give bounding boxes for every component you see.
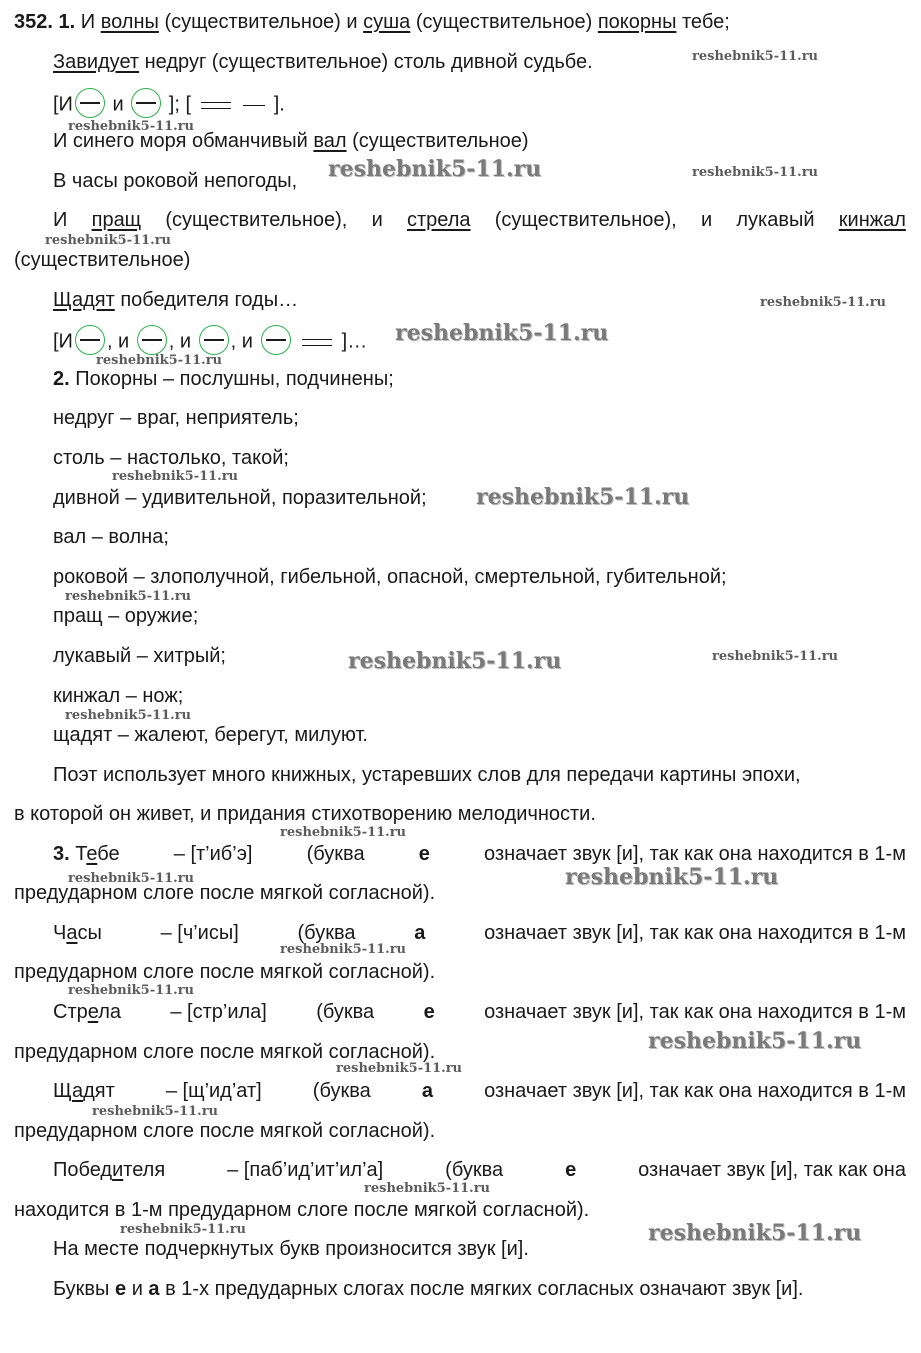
transcription: – [щ’ид’ат]	[165, 1080, 262, 1102]
transcription: – [т’иб’э]	[173, 843, 253, 865]
text: (существительное)	[14, 249, 191, 271]
text: лукавый	[736, 209, 815, 231]
subject-circle-icon	[131, 88, 161, 118]
word-part: дят	[83, 1080, 115, 1102]
text: означает звук [и], так как она находится в 1-м	[484, 843, 906, 865]
transcription: – [стр’ила]	[170, 1001, 267, 1023]
subject-circle-icon	[199, 325, 229, 355]
conclusion-3-line-1: На месте подчеркнутых букв произносится звук [и].	[53, 1238, 529, 1260]
text: (буква	[306, 843, 365, 865]
text: и	[131, 1278, 143, 1300]
word-part: теля	[123, 1159, 166, 1181]
text: И	[53, 209, 68, 231]
conclusion-3-line-2	[53, 1277, 906, 1301]
text: В часы роковой непогоды,	[53, 170, 298, 192]
text: (буква	[316, 1001, 375, 1023]
continuation: предударном слоге после мягкой согласной).	[14, 882, 436, 904]
watermark: reshebnik5-11.ru	[68, 119, 195, 134]
continuation: предударном слоге после мягкой согласной).	[14, 961, 436, 983]
text: (существительное)	[352, 130, 529, 152]
definition-item: дивной – удивительной, поразительной;	[53, 487, 427, 509]
text: Буквы	[53, 1278, 110, 1300]
definition-item: пращ – оружие;	[53, 605, 199, 627]
underlined-letter: е	[86, 843, 98, 865]
word-subject: волны	[100, 11, 159, 33]
letter-bold: е	[115, 1278, 127, 1300]
watermark: reshebnik5-11.ru	[328, 156, 542, 182]
transcription: – [паб’ид’ит’ил’а]	[227, 1159, 384, 1181]
text: недруг (существительное) столь дивной судьбе.	[144, 51, 593, 73]
line-7	[53, 288, 906, 312]
text: (буква	[445, 1159, 504, 1181]
text: (существительное),	[165, 209, 348, 231]
definition-item: недруг – враг, неприятель;	[53, 407, 299, 429]
text: тебе;	[682, 11, 730, 33]
word-subject: стрела	[406, 209, 471, 231]
watermark: reshebnik5-11.ru	[565, 864, 779, 890]
watermark: reshebnik5-11.ru	[692, 165, 819, 180]
word-predicate: Завидует	[53, 51, 140, 73]
text: (буква	[312, 1080, 371, 1102]
word-part: Стр	[53, 1001, 88, 1023]
example-3	[53, 1000, 906, 1024]
text: и	[371, 209, 383, 231]
letter-bold: а	[414, 922, 426, 944]
transcription: – [ч’исы]	[160, 922, 239, 944]
word-part: Т	[75, 843, 87, 865]
definition-item: лукавый – хитрый;	[53, 645, 226, 667]
text: И синего моря обманчивый	[53, 130, 308, 152]
letter-bold: а	[421, 1080, 433, 1102]
scheme-text: , и	[230, 330, 253, 353]
word-part: ла	[98, 1001, 121, 1023]
continuation: находится в 1-м предударном слоге после мягкой согласной).	[14, 1199, 590, 1221]
task-2-number: 2.	[53, 368, 70, 390]
conclusion-line-2: в которой он живет, и придания стихотворению мелодичности.	[14, 803, 596, 825]
line-6	[14, 248, 906, 272]
watermark: reshebnik5-11.ru	[280, 942, 407, 957]
definition-item: вал – волна;	[53, 526, 169, 548]
definition-item: Покорны – послушны, подчинены;	[75, 368, 394, 390]
text: (буква	[297, 922, 356, 944]
letter-bold: а	[148, 1278, 160, 1300]
text: означает звук [и], так как она	[638, 1159, 906, 1181]
watermark: reshebnik5-11.ru	[476, 484, 690, 510]
text: победителя годы…	[120, 289, 299, 311]
text: в 1-х предударных слогах после мягких согласных означают звук [и].	[165, 1278, 804, 1300]
text: означает звук [и], так как она находится в 1-м	[484, 1080, 906, 1102]
exercise-number: 352.	[14, 11, 53, 33]
predicate-double-line-icon	[302, 339, 332, 346]
example-word	[53, 1158, 165, 1182]
text: И	[80, 11, 96, 33]
watermark: reshebnik5-11.ru	[68, 871, 195, 886]
task-1-number: 1.	[58, 11, 76, 33]
text: и	[700, 209, 713, 231]
scheme-text: и	[112, 93, 124, 116]
conclusion-line-1: Поэт использует много книжных, устаревших слов для передачи картины эпохи,	[53, 764, 801, 786]
text: (существительное),	[494, 209, 677, 231]
watermark: reshebnik5-11.ru	[648, 1028, 862, 1054]
example-1	[53, 842, 906, 866]
word-part: Ч	[53, 922, 67, 944]
watermark: reshebnik5-11.ru	[692, 49, 819, 64]
word-part: сы	[77, 922, 102, 944]
example-word	[53, 842, 120, 866]
letter-bold: е	[418, 843, 430, 865]
watermark: reshebnik5-11.ru	[68, 983, 195, 998]
scheme-text: ]; [	[168, 93, 192, 116]
word-part: бе	[97, 843, 120, 865]
example-word	[53, 921, 102, 945]
watermark: reshebnik5-11.ru	[96, 353, 223, 368]
word-predicate: покорны	[597, 11, 677, 33]
word-part: Побед	[53, 1159, 113, 1181]
underlined-letter: а	[66, 922, 78, 944]
watermark: reshebnik5-11.ru	[348, 648, 562, 674]
scheme-text: , и	[168, 330, 192, 353]
text: означает звук [и], так как она находится в 1-м	[484, 922, 906, 944]
example-word	[53, 1000, 121, 1024]
underlined-letter: а	[71, 1080, 84, 1102]
line-3	[53, 129, 906, 153]
scheme-1	[53, 90, 906, 114]
task-2-line-1	[53, 367, 906, 391]
scheme-text: [И	[53, 93, 73, 116]
example-2	[53, 921, 906, 945]
watermark: reshebnik5-11.ru	[760, 295, 887, 310]
continuation: предударном слоге после мягкой согласной).	[14, 1120, 436, 1142]
subject-circle-icon	[75, 88, 105, 118]
word-subject: вал	[313, 130, 347, 152]
word-subject: пращ	[91, 209, 142, 231]
definition-item: столь – настолько, такой;	[53, 447, 289, 469]
definition-item: кинжал – нож;	[53, 685, 184, 707]
letter-bold: е	[565, 1159, 577, 1181]
watermark: reshebnik5-11.ru	[395, 320, 609, 346]
line-4	[53, 169, 906, 193]
watermark: reshebnik5-11.ru	[45, 233, 172, 248]
subject-circle-icon	[137, 325, 167, 355]
text: (существительное)	[415, 11, 593, 33]
watermark: reshebnik5-11.ru	[336, 1061, 463, 1076]
subject-line-icon	[243, 105, 265, 106]
task-3-number: 3.	[53, 843, 70, 865]
watermark: reshebnik5-11.ru	[280, 825, 407, 840]
underlined-letter: и	[112, 1159, 124, 1181]
watermark: reshebnik5-11.ru	[65, 708, 192, 723]
scheme-text: [И	[53, 330, 73, 353]
watermark: reshebnik5-11.ru	[648, 1220, 862, 1246]
watermark: reshebnik5-11.ru	[364, 1181, 491, 1196]
watermark: reshebnik5-11.ru	[65, 589, 192, 604]
scheme-2	[53, 327, 906, 351]
watermark: reshebnik5-11.ru	[120, 1222, 247, 1237]
example-5	[53, 1158, 906, 1182]
line-5	[53, 208, 906, 232]
scheme-text: , и	[106, 330, 130, 353]
definition-item: щадят – жалеют, берегут, милуют.	[53, 724, 368, 746]
definition-item: роковой – злополучной, гибельной, опасной, смертельной, губительной;	[53, 566, 727, 588]
underlined-letter: е	[87, 1001, 99, 1023]
letter-bold: е	[423, 1001, 435, 1023]
scheme-text: ].	[273, 93, 285, 116]
scheme-text: ]…	[341, 330, 368, 353]
word-subject: кинжал	[838, 209, 906, 231]
text: означает звук [и], так как она находится в 1-м	[484, 1001, 906, 1023]
example-word	[53, 1079, 115, 1103]
word-predicate: Щадят	[53, 289, 115, 311]
line-1	[14, 10, 906, 34]
line-2	[53, 50, 906, 74]
text: (существительное) и	[164, 11, 358, 33]
word-subject: суша	[363, 11, 411, 33]
example-4	[53, 1079, 906, 1103]
subject-circle-icon	[75, 325, 105, 355]
watermark: reshebnik5-11.ru	[92, 1104, 219, 1119]
subject-circle-icon	[261, 325, 291, 355]
watermark: reshebnik5-11.ru	[712, 649, 839, 664]
continuation: предударном слоге после мягкой согласной).	[14, 1041, 436, 1063]
predicate-double-line-icon	[201, 102, 231, 109]
watermark: reshebnik5-11.ru	[112, 469, 239, 484]
word-part: Щ	[53, 1080, 72, 1102]
